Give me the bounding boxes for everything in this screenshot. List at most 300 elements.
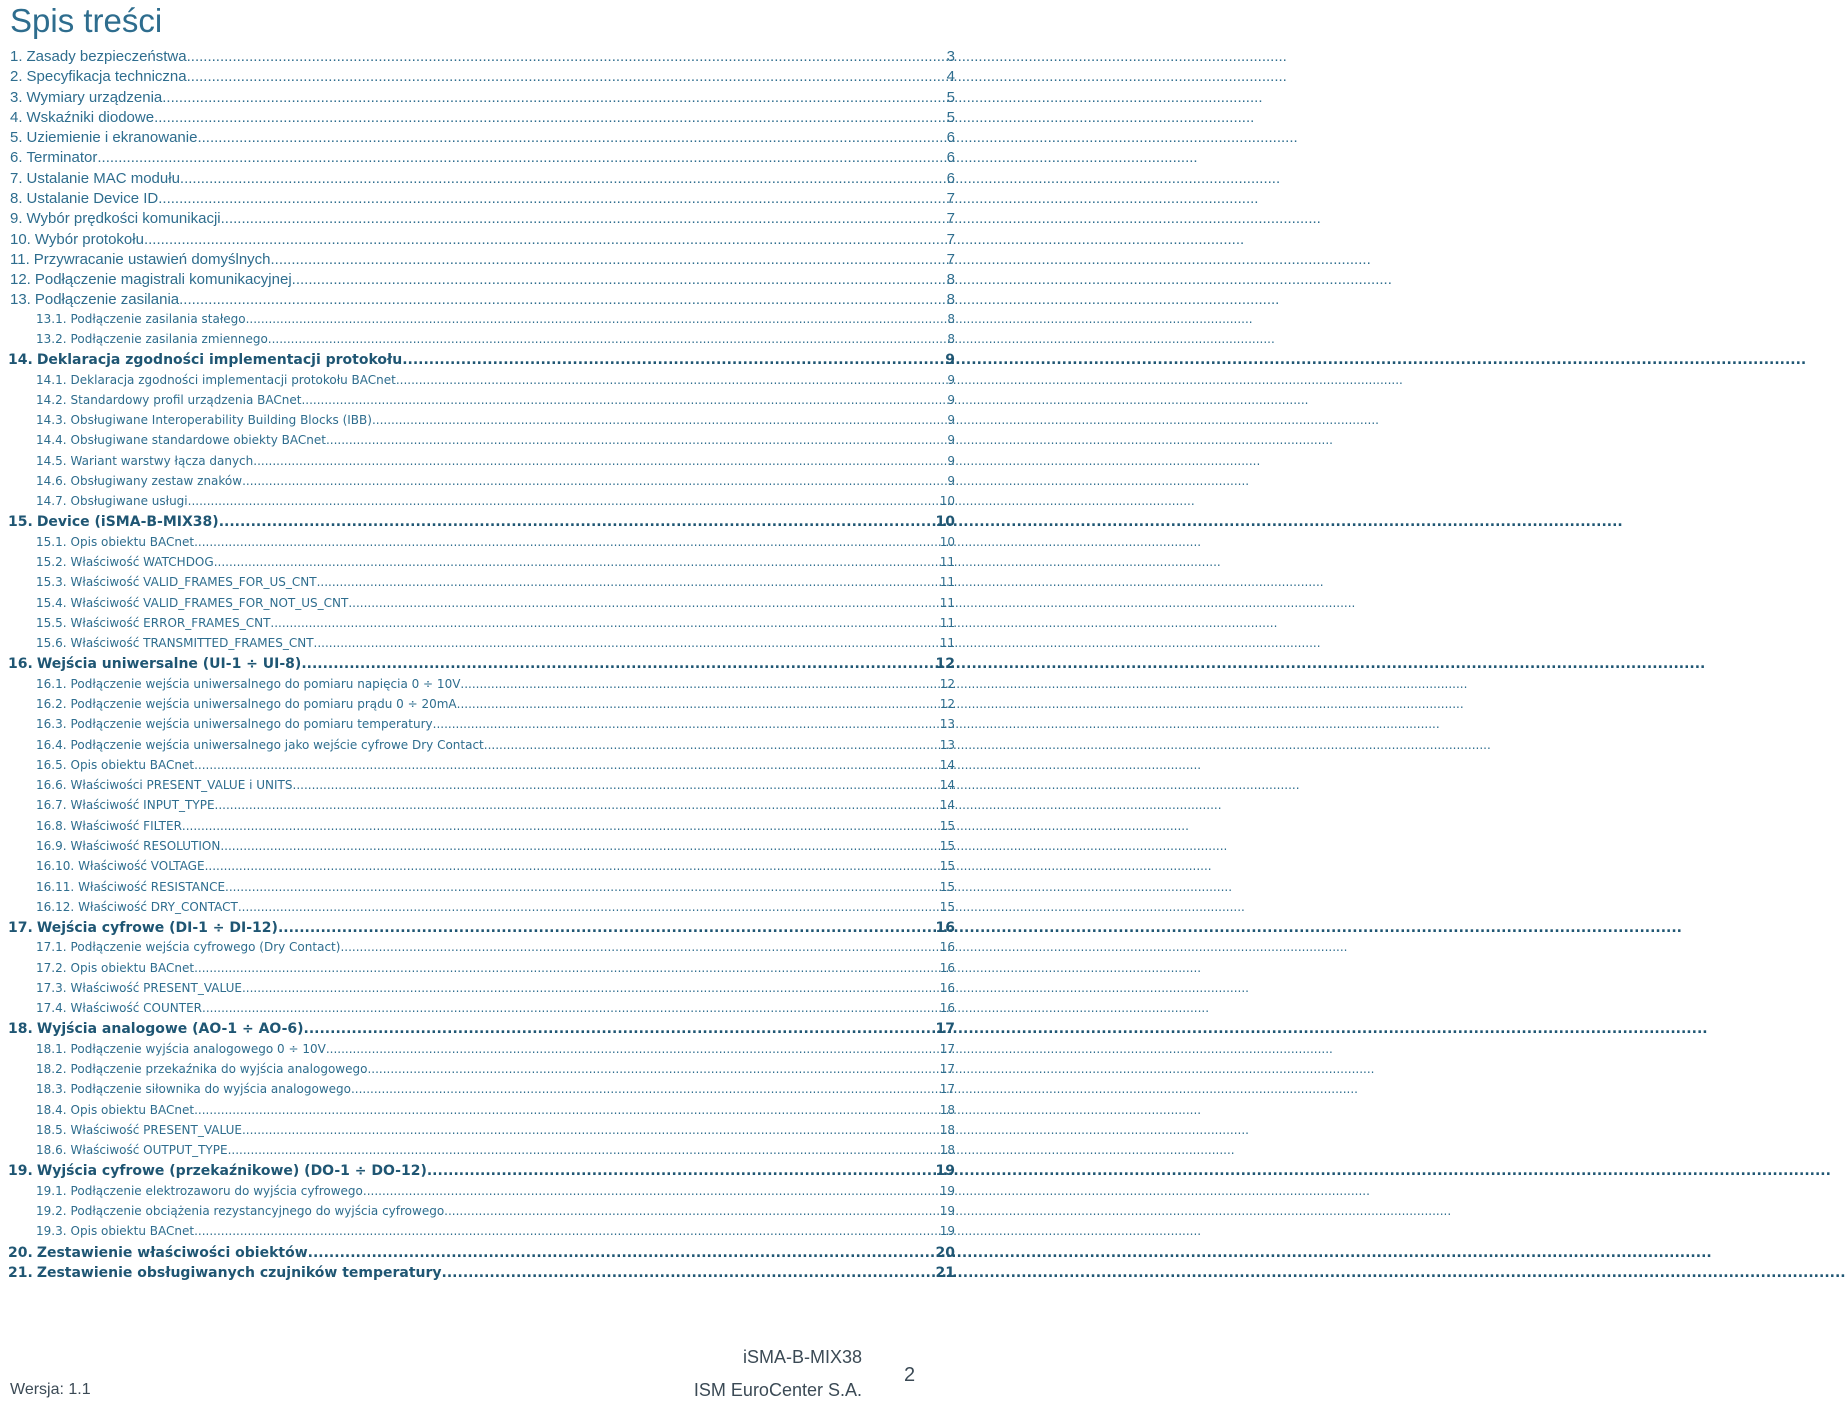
toc-entry-title: Podłączenie obciążenia rezystancyjnego do wyjścia cyfrowego bbox=[70, 1204, 445, 1218]
toc-entry-page: 6 bbox=[946, 169, 955, 187]
toc-entry-leader bbox=[367, 1062, 939, 1076]
toc-entry[interactable] bbox=[0, 1042, 955, 1062]
toc-entry-number: 21. bbox=[8, 1264, 33, 1281]
toc-entry-title: Obsługiwane usługi bbox=[70, 494, 188, 509]
toc-entry-title: Właściwość FILTER bbox=[70, 818, 182, 833]
toc-entry-title: Wybór protokołu bbox=[34, 230, 144, 248]
toc-entry-leader bbox=[314, 636, 940, 650]
toc-entry-title: Podłączenie zasilania stałego bbox=[70, 311, 246, 326]
toc-entry-title: Właściwość RESISTANCE bbox=[78, 879, 226, 894]
toc-entry-title: Deklaracja zgodności implementacji protokołu bbox=[36, 352, 403, 369]
toc-entry-number: 3. bbox=[10, 88, 23, 106]
toc-entry-number: 16. bbox=[8, 656, 33, 673]
toc-entry-page: 17 bbox=[935, 1021, 955, 1038]
toc-entry-number: 15.2. bbox=[36, 555, 67, 569]
toc-entry-number: 16.11. bbox=[36, 879, 75, 894]
toc-entry-page: 17 bbox=[939, 1062, 955, 1076]
toc-entry-number: 16.10. bbox=[36, 859, 75, 874]
toc-entry-number: 16.4. bbox=[36, 737, 67, 752]
toc-entry-page: 16 bbox=[939, 980, 955, 995]
toc-entry-leader bbox=[442, 1265, 936, 1281]
toc-entry-page: 8 bbox=[947, 331, 955, 346]
toc-entry-leader bbox=[340, 940, 939, 954]
toc-entry-title: Wariant warstwy łącza danych bbox=[70, 453, 254, 468]
toc-entry-leader bbox=[202, 1001, 940, 1015]
toc-entry-number: 18.5. bbox=[36, 1122, 67, 1137]
toc-entry[interactable] bbox=[0, 636, 955, 656]
toc-entry[interactable] bbox=[0, 149, 955, 169]
toc-entry[interactable] bbox=[0, 393, 955, 413]
toc-entry-page: 18 bbox=[939, 1143, 955, 1158]
toc-entry[interactable] bbox=[0, 231, 955, 251]
toc-entry-title: Podłączenie wejścia uniwersalnego do pomiaru napięcia 0 ÷ 10V bbox=[70, 676, 461, 691]
toc-entry-title: Obsługiwany zestaw znaków bbox=[70, 473, 243, 488]
toc-entry-page: 5 bbox=[946, 108, 955, 126]
toc-entry-leader bbox=[242, 474, 947, 488]
toc-entry-title: Właściwość COUNTER bbox=[70, 1001, 203, 1016]
toc-entry[interactable] bbox=[0, 1224, 955, 1244]
toc-entry[interactable] bbox=[0, 271, 955, 291]
toc-entry-page: 7 bbox=[946, 250, 955, 268]
toc-entry-title: Właściwość WATCHDOG bbox=[70, 555, 214, 569]
toc-entry-leader bbox=[348, 596, 939, 610]
toc-entry-number: 1. bbox=[10, 48, 23, 65]
toc-entry-leader bbox=[433, 717, 940, 731]
toc-entry[interactable] bbox=[0, 981, 955, 1001]
toc-entry[interactable] bbox=[0, 48, 955, 68]
toc-entry-leader bbox=[219, 514, 936, 530]
toc-entry[interactable] bbox=[0, 190, 955, 210]
toc-entry[interactable] bbox=[0, 1245, 955, 1265]
toc-entry[interactable] bbox=[0, 109, 955, 129]
toc-entry-page: 21 bbox=[935, 1264, 955, 1281]
toc-entry-page: 9 bbox=[947, 473, 955, 488]
toc-entry-number: 11. bbox=[10, 250, 30, 268]
toc-entry-number: 9. bbox=[10, 210, 23, 228]
toc-entry-page: 8 bbox=[946, 271, 955, 289]
toc-entry-page: 18 bbox=[939, 1122, 955, 1137]
toc-entry-number: 17.1. bbox=[36, 940, 67, 955]
toc-entry-leader bbox=[351, 1082, 940, 1096]
toc-entry[interactable] bbox=[0, 454, 955, 474]
toc-entry-leader bbox=[304, 1021, 936, 1037]
toc-entry-number: 6. bbox=[10, 149, 23, 167]
toc-entry-leader bbox=[460, 677, 939, 691]
toc-entry-leader bbox=[308, 1245, 936, 1261]
toc-entry-page: 11 bbox=[939, 615, 955, 630]
toc-entry-page: 19 bbox=[939, 1224, 955, 1239]
toc-entry-title: Zestawienie obsługiwanych czujników temperatury bbox=[36, 1264, 442, 1281]
toc-entry[interactable] bbox=[0, 413, 955, 433]
toc-entry-title: Wyjścia cyfrowe (przekaźnikowe) (DO-1 ÷ DO-12) bbox=[36, 1163, 427, 1180]
toc-entry-page: 12 bbox=[935, 656, 955, 673]
toc-entry-title: Specyfikacja techniczna bbox=[26, 68, 187, 86]
toc-entry-number: 18.1. bbox=[36, 1041, 67, 1056]
toc-entry-page: 15 bbox=[939, 899, 955, 914]
toc-entry-number: 14.1. bbox=[36, 372, 67, 387]
toc-entry[interactable] bbox=[0, 1021, 955, 1041]
toc-entry[interactable] bbox=[0, 1184, 955, 1204]
toc-entry-title: Ustalanie Device ID bbox=[26, 190, 159, 207]
toc-entry-title: Uziemienie i ekranowanie bbox=[26, 129, 198, 147]
toc-entry-number: 17.4. bbox=[36, 1001, 67, 1016]
toc-entry-page: 16 bbox=[939, 960, 955, 975]
toc-entry[interactable] bbox=[0, 1123, 955, 1143]
toc-entry[interactable] bbox=[0, 596, 955, 616]
toc-entry-title: Wejścia uniwersalne (UI-1 ÷ UI-8) bbox=[36, 656, 302, 673]
toc-entry[interactable] bbox=[0, 1265, 955, 1285]
toc-entry-page: 20 bbox=[935, 1244, 955, 1261]
toc-entry-leader bbox=[427, 1163, 936, 1179]
toc-entry-title: Wybór prędkości komunikacji bbox=[26, 210, 221, 228]
toc-entry[interactable] bbox=[0, 210, 955, 230]
toc-entry-leader bbox=[205, 859, 940, 873]
toc-entry-leader bbox=[228, 1143, 940, 1157]
toc-entry-number: 8. bbox=[10, 190, 23, 207]
toc-entry-number: 17.2. bbox=[36, 960, 67, 975]
toc-entry[interactable] bbox=[0, 1062, 955, 1082]
toc-entry[interactable] bbox=[0, 940, 955, 960]
toc-entry[interactable] bbox=[0, 839, 955, 859]
toc-entry-title: Właściwość INPUT_TYPE bbox=[70, 798, 215, 813]
toc-entry-page: 9 bbox=[947, 433, 955, 448]
page-title: Spis treści bbox=[10, 2, 163, 39]
toc-entry-number: 16.2. bbox=[36, 697, 67, 711]
footer-company-name: ISM EuroCenter S.A. bbox=[693, 1380, 862, 1400]
toc-entry[interactable] bbox=[0, 900, 955, 920]
toc-entry-leader bbox=[215, 798, 940, 812]
toc-entry-title: Ustalanie MAC modułu bbox=[26, 169, 180, 187]
toc-entry[interactable] bbox=[0, 677, 955, 697]
toc-entry-leader bbox=[180, 170, 947, 187]
toc-entry-title: Podłączenie wyjścia analogowego 0 ÷ 10V bbox=[70, 1041, 326, 1056]
toc-entry-leader bbox=[220, 839, 939, 853]
toc-entry-number: 13. bbox=[10, 291, 31, 309]
toc-entry-title: Podłączenie siłownika do wyjścia analogowego bbox=[70, 1082, 351, 1097]
toc-entry-page: 8 bbox=[946, 291, 955, 309]
toc-entry[interactable] bbox=[0, 433, 955, 453]
toc-entry-leader bbox=[372, 413, 947, 427]
toc-entry-number: 17. bbox=[8, 920, 33, 936]
toc-entry-page: 15 bbox=[939, 818, 955, 833]
toc-entry-leader bbox=[402, 352, 945, 368]
toc-entry[interactable] bbox=[0, 859, 955, 879]
toc-entry-page: 10 bbox=[939, 494, 955, 509]
toc-entry-leader bbox=[253, 454, 947, 468]
toc-entry-title: Deklaracja zgodności implementacji protokołu BACnet bbox=[70, 372, 396, 387]
toc-entry-page: 16 bbox=[939, 1001, 955, 1016]
toc-entry-leader bbox=[270, 616, 939, 630]
toc-entry-leader bbox=[293, 778, 940, 792]
toc-entry[interactable] bbox=[0, 1001, 955, 1021]
toc-entry-title: Device (iSMA-B-MIX38) bbox=[36, 514, 219, 531]
toc-entry-title: Właściwość VALID_FRAMES_FOR_NOT_US_CNT bbox=[70, 595, 349, 610]
toc-entry-page: 10 bbox=[935, 514, 955, 531]
toc-entry-leader bbox=[158, 190, 946, 207]
toc-entry-number: 14.3. bbox=[36, 413, 67, 427]
toc-entry-leader bbox=[484, 738, 940, 752]
toc-entry-title: Standardowy profil urządzenia BACnet bbox=[70, 392, 302, 407]
toc-entry-page: 14 bbox=[939, 798, 955, 813]
toc-entry[interactable] bbox=[0, 738, 955, 758]
toc-entry-page: 9 bbox=[947, 413, 955, 427]
toc-entry-title: Wyjścia analogowe (AO-1 ÷ AO-6) bbox=[36, 1021, 304, 1038]
toc-entry-leader bbox=[246, 312, 948, 326]
toc-entry-title: Właściwość PRESENT_VALUE bbox=[70, 980, 242, 995]
toc-entry[interactable] bbox=[0, 332, 955, 352]
toc-entry-page: 9 bbox=[945, 352, 955, 369]
toc-entry[interactable] bbox=[0, 68, 955, 88]
toc-entry[interactable] bbox=[0, 251, 955, 271]
toc-entry-title: Podłączenie zasilania bbox=[34, 291, 180, 309]
toc-entry-title: Podłączenie wejścia cyfrowego (Dry Contact) bbox=[70, 940, 341, 955]
toc-entry-title: Opis obiektu BACnet bbox=[70, 757, 195, 772]
toc-entry-number: 15.4. bbox=[36, 595, 67, 610]
toc-entry-leader bbox=[317, 575, 940, 589]
toc-entry-leader bbox=[194, 1224, 940, 1238]
toc-entry-page: 12 bbox=[939, 676, 955, 691]
toc-entry-title: Właściwość VOLTAGE bbox=[78, 859, 205, 874]
toc-entry-number: 16.12. bbox=[36, 899, 75, 914]
toc-entry-number: 19.3. bbox=[36, 1224, 67, 1239]
toc-entry-leader bbox=[144, 231, 947, 248]
toc-entry-number: 16.8. bbox=[36, 818, 67, 833]
toc-entry-number: 18. bbox=[8, 1021, 33, 1038]
toc-entry-leader bbox=[271, 251, 947, 268]
toc-entry-number: 18.4. bbox=[36, 1102, 67, 1117]
toc-entry-title: Obsługiwane Interoperability Building Blocks (IBB) bbox=[70, 413, 372, 427]
toc-entry-leader bbox=[214, 555, 940, 569]
toc-entry-page: 19 bbox=[935, 1163, 955, 1180]
toc-entry-title: Przywracanie ustawień domyślnych bbox=[33, 250, 271, 268]
toc-entry-page: 11 bbox=[939, 575, 955, 590]
toc-entry[interactable] bbox=[0, 920, 955, 940]
toc-entry-leader bbox=[238, 900, 940, 914]
toc-entry[interactable] bbox=[0, 535, 955, 555]
toc-entry-title: Właściwość ERROR_FRAMES_CNT bbox=[70, 615, 271, 630]
toc-entry[interactable] bbox=[0, 1163, 955, 1183]
toc-entry-title: Właściwość TRANSMITTED_FRAMES_CNT bbox=[70, 636, 314, 651]
toc-entry-number: 4. bbox=[10, 108, 23, 126]
toc-entry-leader bbox=[396, 373, 948, 387]
toc-entry-number: 18.3. bbox=[36, 1082, 67, 1097]
toc-entry-title: Podłączenie wejścia uniwersalnego jako wejście cyfrowe Dry Contact bbox=[70, 737, 484, 752]
toc-entry[interactable] bbox=[0, 352, 955, 372]
footer-version: Wersja: 1.1 bbox=[10, 1381, 91, 1398]
toc-entry-title: Właściwość OUTPUT_TYPE bbox=[70, 1143, 228, 1158]
toc-entry-title: Podłączenie wejścia uniwersalnego do pomiaru prądu 0 ÷ 20mA bbox=[70, 697, 457, 711]
toc-entry-number: 16.7. bbox=[36, 798, 67, 813]
toc-entry-leader bbox=[194, 961, 940, 975]
toc-entry-leader bbox=[444, 1204, 940, 1218]
toc-entry-number: 14.6. bbox=[36, 473, 67, 488]
footer-product-name: iSMA-B-MIX38 bbox=[742, 1347, 862, 1367]
toc-entry[interactable] bbox=[0, 798, 955, 818]
toc-entry-leader bbox=[162, 89, 946, 106]
toc-entry[interactable] bbox=[0, 778, 955, 798]
toc-entry-number: 15.6. bbox=[36, 636, 67, 651]
toc-entry-leader bbox=[187, 68, 947, 85]
toc-entry-leader bbox=[301, 656, 935, 672]
toc-entry-leader bbox=[194, 758, 940, 772]
toc-entry-leader bbox=[187, 48, 947, 65]
toc-entry-number: 18.2. bbox=[36, 1062, 67, 1076]
toc-entry-page: 9 bbox=[947, 392, 955, 407]
toc-entry[interactable] bbox=[0, 1103, 955, 1123]
toc-entry-title: Terminator bbox=[26, 149, 98, 167]
toc-entry-number: 5. bbox=[10, 129, 23, 147]
toc-entry-leader bbox=[326, 433, 947, 447]
toc-entry[interactable] bbox=[0, 758, 955, 778]
toc-entry-number: 17.3. bbox=[36, 980, 67, 995]
toc-entry[interactable] bbox=[0, 616, 955, 636]
toc-entry-title: Podłączenie zasilania zmiennego bbox=[70, 331, 268, 346]
toc-entry-number: 16.6. bbox=[36, 778, 67, 793]
toc-entry-page: 17 bbox=[939, 1082, 955, 1097]
toc-entry-page: 13 bbox=[939, 737, 955, 752]
toc-entry-leader bbox=[182, 819, 940, 833]
toc-entry-number: 19.1. bbox=[36, 1183, 67, 1198]
toc-entry-leader bbox=[179, 291, 947, 308]
toc-entry-title: Wskaźniki diodowe bbox=[26, 108, 155, 126]
toc-entry-page: 7 bbox=[946, 210, 955, 228]
toc-entry-page: 11 bbox=[939, 555, 955, 569]
toc-entry[interactable] bbox=[0, 717, 955, 737]
toc-entry-page: 10 bbox=[939, 534, 955, 549]
toc-entry-page: 13 bbox=[939, 717, 955, 732]
toc-entry-page: 11 bbox=[939, 636, 955, 651]
toc-entry-leader bbox=[363, 1184, 940, 1198]
toc-entry-title: Podłączenie przekaźnika do wyjścia analogowego bbox=[70, 1062, 368, 1076]
toc-entry-leader bbox=[278, 920, 936, 936]
toc-entry[interactable] bbox=[0, 291, 955, 311]
toc-entry-page: 16 bbox=[939, 940, 955, 955]
toc-entry-page: 14 bbox=[939, 778, 955, 793]
toc-entry-number: 14.7. bbox=[36, 494, 67, 509]
toc-entry-page: 12 bbox=[939, 697, 955, 711]
toc-entry-number: 10. bbox=[10, 230, 31, 248]
toc-entry-page: 18 bbox=[939, 1102, 955, 1117]
toc-entry-title: Zasady bezpieczeństwa bbox=[26, 48, 187, 65]
toc-entry-title: Podłączenie magistrali komunikacyjnej bbox=[34, 271, 292, 289]
toc-entry-number: 20. bbox=[8, 1244, 33, 1261]
toc-entry-page: 5 bbox=[946, 88, 955, 106]
toc-entry-number: 14.5. bbox=[36, 453, 67, 468]
toc-entry-number: 18.6. bbox=[36, 1143, 67, 1158]
toc-entry-leader bbox=[301, 393, 947, 407]
toc-entry-leader bbox=[242, 1123, 940, 1137]
toc-entry-page: 8 bbox=[947, 311, 955, 326]
toc-entry-page: 6 bbox=[946, 129, 955, 147]
toc-entry-number: 15. bbox=[8, 514, 33, 531]
toc-entry[interactable] bbox=[0, 1082, 955, 1102]
toc-entry[interactable] bbox=[0, 1204, 955, 1224]
toc-entry-page: 7 bbox=[946, 190, 955, 207]
toc-entry[interactable] bbox=[0, 819, 955, 839]
toc-entry-title: Właściwość VALID_FRAMES_FOR_US_CNT bbox=[70, 575, 317, 590]
toc-entry-number: 14. bbox=[8, 352, 33, 369]
toc-entry-number: 7. bbox=[10, 169, 23, 187]
toc-entry-leader bbox=[268, 332, 948, 346]
toc-entry[interactable] bbox=[0, 312, 955, 332]
toc-entry-title: Właściwości PRESENT_VALUE i UNITS bbox=[70, 778, 293, 793]
toc-entry-title: Wejścia cyfrowe (DI-1 ÷ DI-12) bbox=[36, 920, 278, 936]
toc-entry[interactable] bbox=[0, 880, 955, 900]
toc-entry-number: 19. bbox=[8, 1163, 33, 1180]
toc-entry-title: Właściwość RESOLUTION bbox=[70, 838, 221, 853]
toc-entry[interactable] bbox=[0, 961, 955, 981]
toc-entry-title: Obsługiwane standardowe obiekty BACnet bbox=[70, 433, 326, 448]
toc-entry-number: 16.1. bbox=[36, 676, 67, 691]
page-number: 2 bbox=[904, 1364, 916, 1386]
toc-entry[interactable] bbox=[0, 697, 955, 717]
toc-entry-title: Właściwość DRY_CONTACT bbox=[78, 899, 238, 914]
toc-entry[interactable] bbox=[0, 89, 955, 109]
toc-entry-page: 16 bbox=[935, 920, 955, 936]
toc-entry[interactable] bbox=[0, 129, 955, 149]
toc-entry-title: Opis obiektu BACnet bbox=[70, 960, 195, 975]
toc-entry[interactable] bbox=[0, 474, 955, 494]
toc-entry-page: 17 bbox=[939, 1041, 955, 1056]
toc-entry-leader bbox=[188, 494, 940, 508]
toc-entry-title: Wymiary urządzenia bbox=[26, 88, 163, 106]
toc-entry-page: 15 bbox=[939, 838, 955, 853]
toc-entry[interactable] bbox=[0, 373, 955, 393]
toc-entry-leader bbox=[197, 129, 946, 146]
toc-entry-leader bbox=[221, 210, 947, 227]
toc-entry-title: Opis obiektu BACnet bbox=[70, 534, 195, 549]
toc-entry-leader bbox=[326, 1042, 940, 1056]
toc-entry[interactable] bbox=[0, 1143, 955, 1163]
toc-entry[interactable] bbox=[0, 575, 955, 595]
toc-entry-leader bbox=[457, 697, 940, 711]
toc-entry-number: 14.2. bbox=[36, 392, 67, 407]
toc-entry-number: 12. bbox=[10, 271, 31, 289]
toc-entry-number: 15.5. bbox=[36, 615, 67, 630]
toc-entry[interactable] bbox=[0, 494, 955, 514]
toc-entry-page: 4 bbox=[946, 68, 955, 86]
toc-entry-page: 11 bbox=[939, 595, 955, 610]
toc-entry-number: 15.3. bbox=[36, 575, 67, 590]
toc-entry-leader bbox=[194, 1103, 940, 1117]
toc-entry-title: Opis obiektu BACnet bbox=[70, 1224, 195, 1239]
toc-entry-page: 15 bbox=[939, 859, 955, 874]
toc-entry-number: 13.1. bbox=[36, 311, 67, 326]
toc-entry-page: 6 bbox=[946, 149, 955, 167]
toc-entry[interactable] bbox=[0, 555, 955, 575]
toc-entry-number: 16.3. bbox=[36, 717, 67, 732]
toc-entry-page: 15 bbox=[939, 879, 955, 894]
toc-entry[interactable] bbox=[0, 170, 955, 190]
toc-entry-page: 19 bbox=[939, 1204, 955, 1218]
toc-entry-title: Zestawienie właściwości obiektów bbox=[36, 1244, 308, 1261]
toc-entry-page: 19 bbox=[939, 1183, 955, 1198]
toc-entry[interactable] bbox=[0, 514, 955, 534]
toc-entry-number: 16.5. bbox=[36, 757, 67, 772]
toc-entry-leader bbox=[225, 880, 940, 894]
toc-entry-leader bbox=[292, 271, 947, 288]
toc-entry-number: 13.2. bbox=[36, 331, 67, 346]
toc-entry-page: 3 bbox=[946, 48, 955, 65]
toc-entry-title: Właściwość PRESENT_VALUE bbox=[70, 1122, 242, 1137]
toc-entry-leader bbox=[194, 535, 940, 549]
toc-entry[interactable] bbox=[0, 656, 955, 676]
toc-entry-page: 7 bbox=[946, 230, 955, 248]
toc-entry-title: Podłączenie wejścia uniwersalnego do pomiaru temperatury bbox=[70, 717, 433, 732]
toc-entry-number: 14.4. bbox=[36, 433, 67, 448]
toc-entry-number: 2. bbox=[10, 68, 23, 86]
toc-entry-number: 15.1. bbox=[36, 534, 67, 549]
